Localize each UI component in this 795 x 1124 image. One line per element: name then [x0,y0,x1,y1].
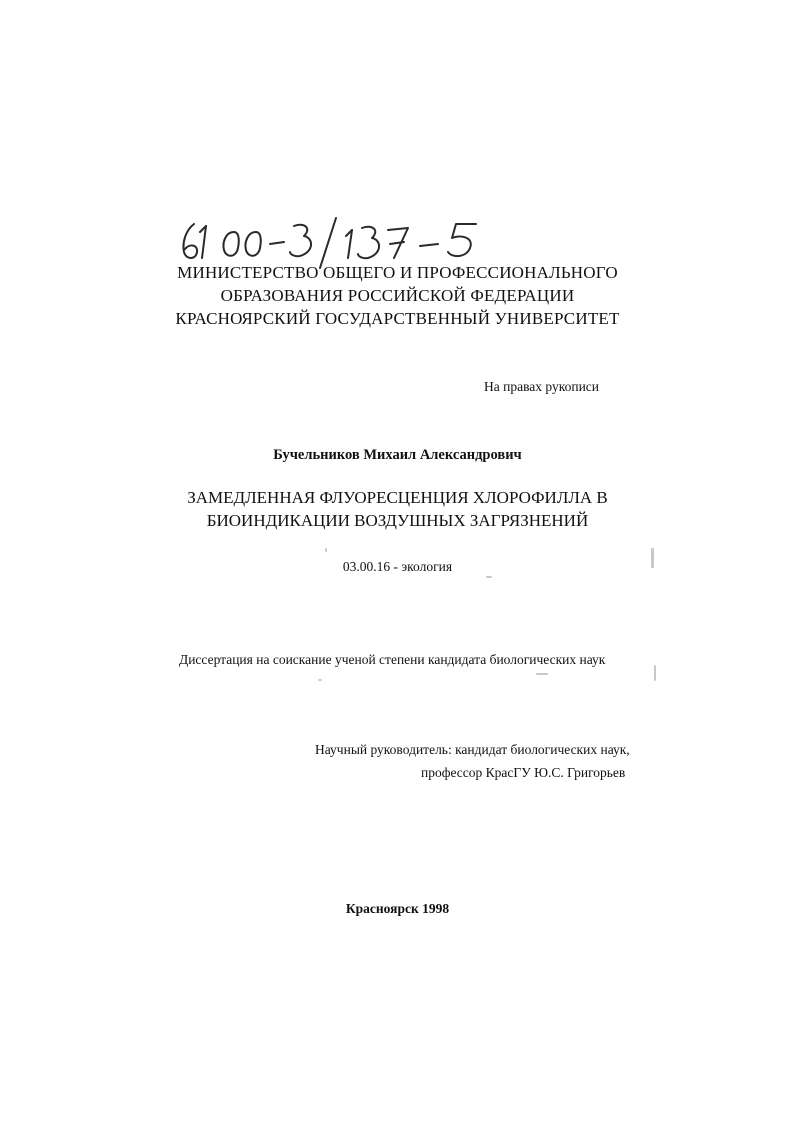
rights-note: На правах рукописи [484,379,600,394]
dissertation-title-line-1: ЗАМЕДЛЕННАЯ ФЛУОРЕСЦЕНЦИЯ ХЛОРОФИЛЛА В [187,488,608,507]
scan-speckle [536,673,548,675]
scan-speckle [325,548,327,552]
university-name: КРАСНОЯРСКИЙ ГОСУДАРСТВЕННЫЙ УНИВЕРСИТЕТ [175,309,620,328]
dissertation-title-line-2: БИОИНДИКАЦИИ ВОЗДУШНЫХ ЗАГРЯЗНЕНИЙ [206,511,589,530]
specialty-code: 03.00.16 - экология [342,559,453,574]
author-name: Бучельников Михаил Александрович [273,447,522,463]
supervisor-line-1: Научный руководитель: кандидат биологических наук, [315,742,630,757]
scan-speckle [318,679,322,681]
dissertation-note: Диссертация на соискание ученой степени кандидата биологических наук [179,652,606,667]
ministry-line-2: ОБРАЗОВАНИЯ РОССИЙСКОЙ ФЕДЕРАЦИИ [220,286,575,305]
scan-speckle [486,576,492,578]
scan-speckle [651,548,654,568]
supervisor-line-2: профессор КрасГУ Ю.С. Григорьев [421,765,626,780]
scan-speckle [654,665,656,681]
ministry-line-1: МИНИСТЕРСТВО ОБЩЕГО И ПРОФЕССИОНАЛЬНОГО [177,263,618,282]
place-and-year: Красноярск 1998 [345,901,450,916]
